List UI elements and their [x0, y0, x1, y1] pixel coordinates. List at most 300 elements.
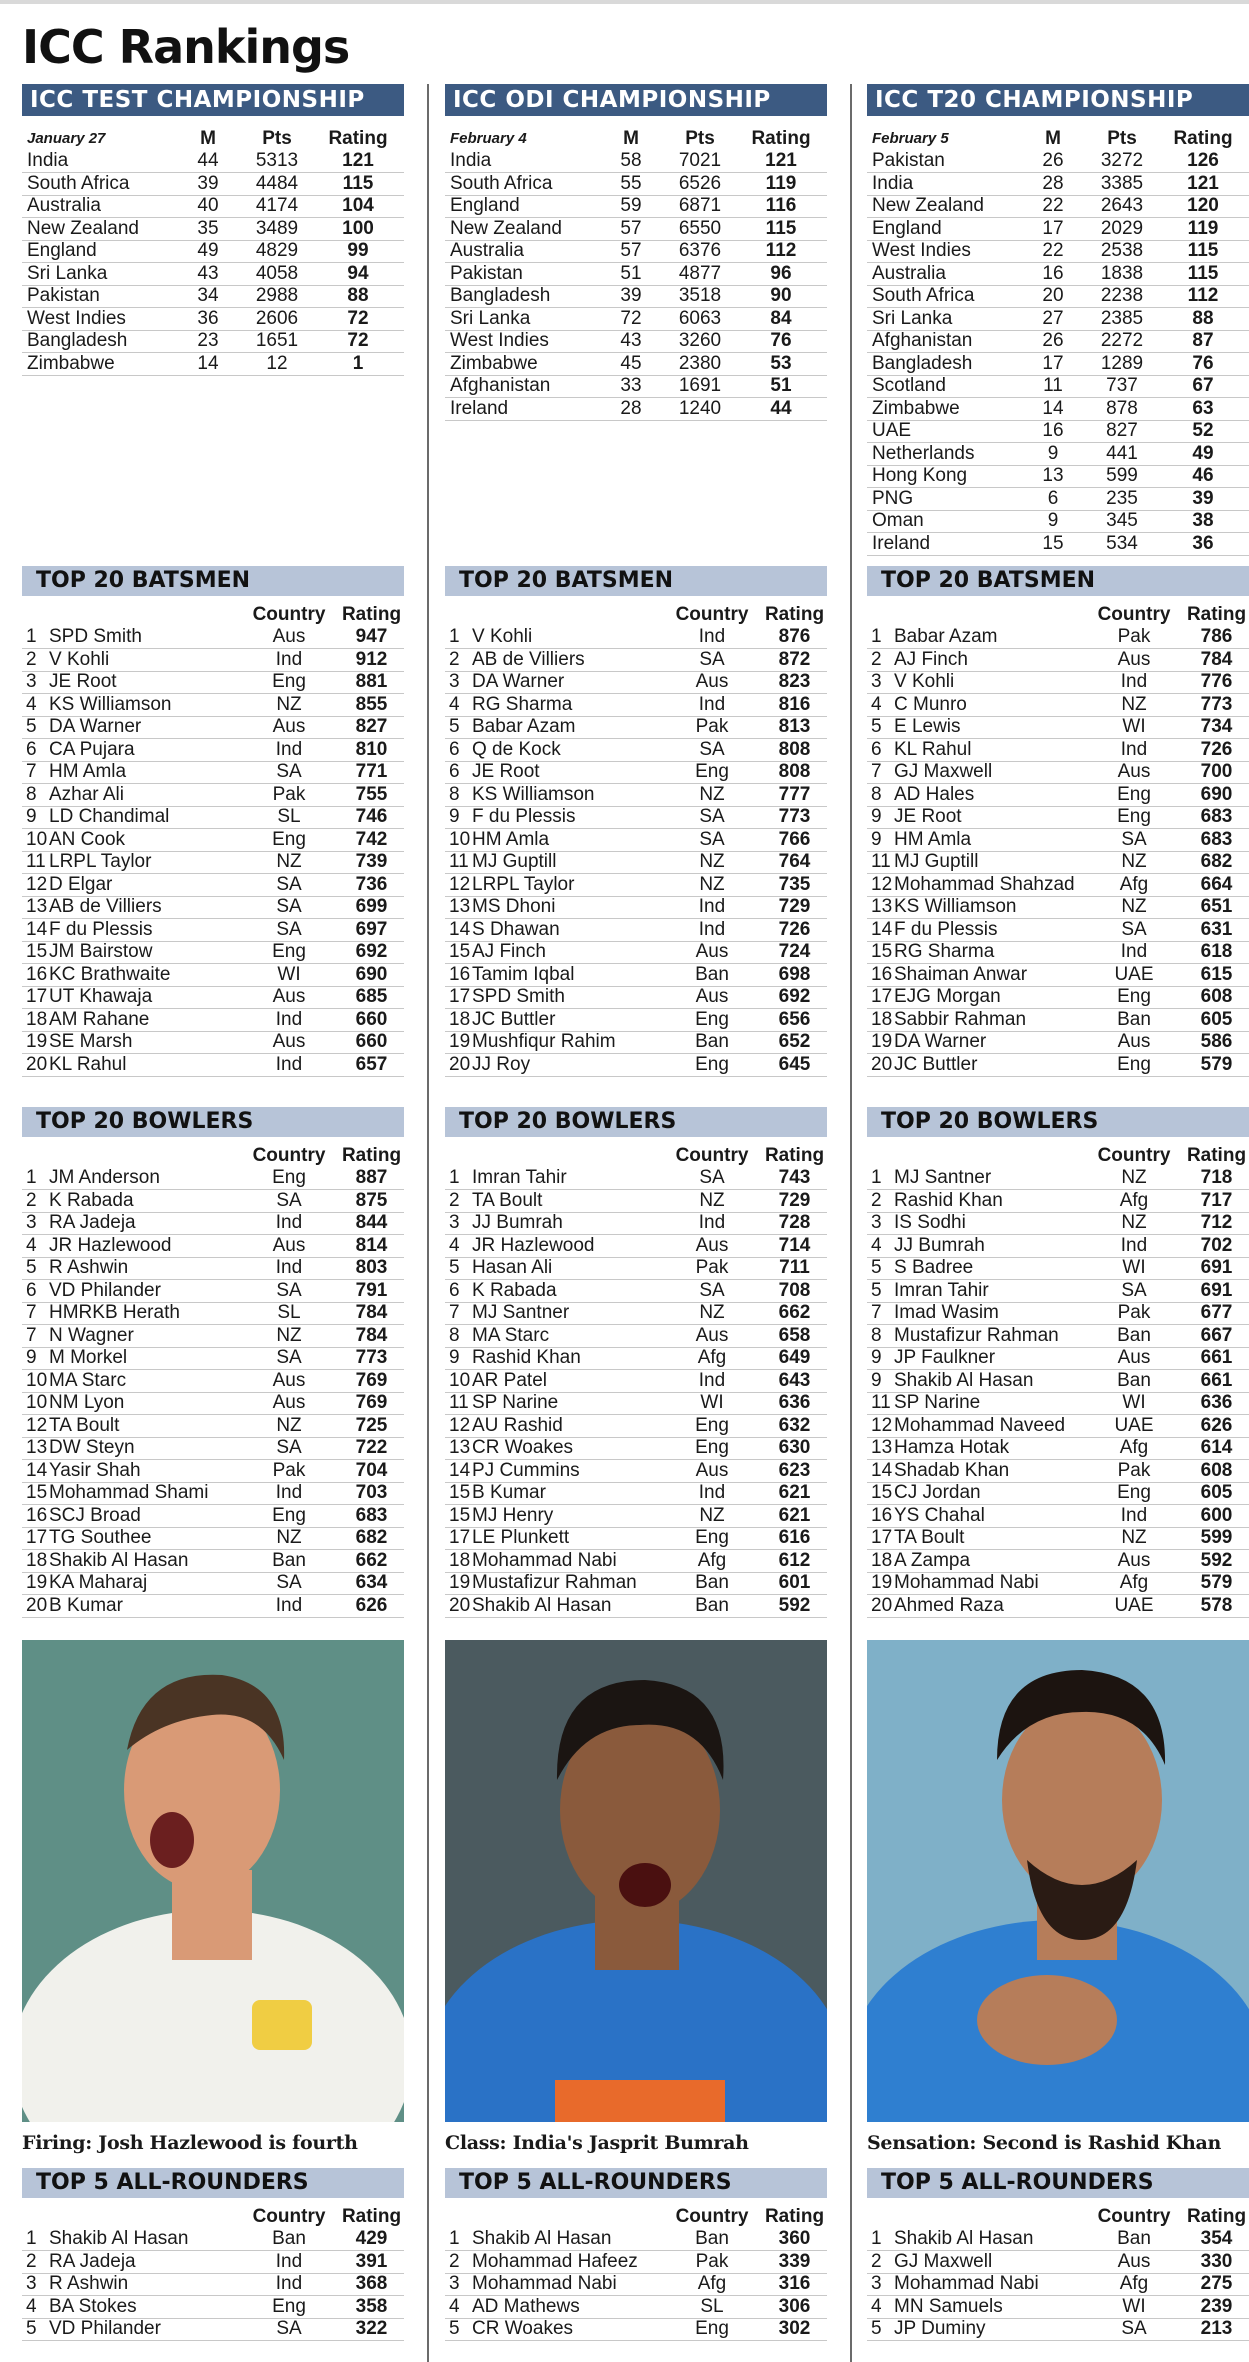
ranking-date: February 5: [872, 130, 949, 148]
player-country: Ind: [1120, 738, 1148, 760]
player-name: Shakib Al Hasan: [49, 2228, 189, 2250]
team-matches: 57: [620, 217, 642, 239]
player-row: [22, 694, 404, 717]
team-name: Ireland: [872, 532, 931, 554]
player-rating: 636: [778, 1392, 811, 1414]
player-name: Hasan Ali: [472, 1257, 553, 1279]
player-table-header: [22, 2206, 404, 2229]
col-header-rating: Rating: [328, 128, 388, 150]
player-rank: 20: [449, 1053, 471, 1075]
player-rank: 1: [871, 1167, 882, 1189]
player-rating: 661: [1200, 1347, 1233, 1369]
player-country: Aus: [272, 1392, 306, 1414]
player-row: [867, 739, 1249, 762]
player-rank: 5: [871, 716, 882, 738]
team-matches: 34: [197, 285, 219, 307]
top-batsmen-table: [445, 604, 827, 1077]
player-row: [867, 1280, 1249, 1303]
player-row: [22, 1348, 404, 1371]
player-country: Eng: [272, 1167, 306, 1189]
player-name: VD Philander: [49, 2318, 161, 2340]
player-row: [867, 627, 1249, 650]
player-rank: 1: [26, 1167, 37, 1189]
player-rank: 9: [871, 828, 882, 850]
player-name: Mohammad Nabi: [472, 2273, 617, 2295]
player-rating: 844: [355, 1212, 388, 1234]
team-rating: 51: [770, 375, 792, 397]
team-matches: 72: [620, 307, 642, 329]
team-matches: 51: [620, 262, 642, 284]
top-allrounders-header: TOP 5 ALL-ROUNDERS: [22, 2168, 404, 2198]
col-header-country: Country: [1097, 2206, 1171, 2228]
team-points: 2029: [1100, 217, 1144, 239]
team-points: 878: [1106, 397, 1138, 419]
player-name: DW Steyn: [49, 1437, 135, 1459]
player-country: Afg: [1119, 2273, 1149, 2295]
player-rating: 766: [778, 828, 811, 850]
photo-caption: Sensation: Second is Rashid Khan: [867, 2132, 1222, 2154]
player-rank: 8: [871, 783, 882, 805]
player-photo-0: [22, 1640, 404, 2122]
player-row: [445, 1483, 827, 1506]
player-name: JM Bairstow: [49, 941, 153, 963]
col-header-country: Country: [675, 604, 749, 626]
player-row: [867, 964, 1249, 987]
player-name: JP Faulkner: [894, 1347, 996, 1369]
player-name: Mustafizur Rahman: [894, 1324, 1059, 1346]
player-table-header: [867, 2206, 1249, 2229]
player-row: [445, 987, 827, 1010]
team-points: 5313: [255, 150, 299, 172]
player-row: [445, 1303, 827, 1326]
player-rating: 708: [778, 1279, 811, 1301]
top-batsmen-table: [867, 604, 1249, 1077]
player-country: NZ: [1121, 1167, 1147, 1189]
team-points: 2385: [1100, 307, 1144, 329]
player-country: Ind: [275, 648, 303, 670]
team-rating: 67: [1192, 375, 1214, 397]
player-name: KL Rahul: [894, 738, 972, 760]
team-name: Zimbabwe: [450, 352, 538, 374]
player-name: JE Root: [472, 761, 540, 783]
player-rating: 726: [778, 918, 811, 940]
player-rank: 5: [871, 1279, 882, 1301]
player-row: [867, 2274, 1249, 2297]
player-rating: 626: [355, 1594, 388, 1616]
team-name: Pakistan: [450, 262, 523, 284]
team-matches: 6: [1047, 487, 1059, 509]
player-name: JJ Roy: [472, 1053, 531, 1075]
player-row: [445, 649, 827, 672]
player-rating: 630: [778, 1437, 811, 1459]
team-matches: 27: [1042, 307, 1064, 329]
player-row: [22, 2274, 404, 2297]
player-name: EJG Morgan: [894, 986, 1001, 1008]
player-rating: 692: [778, 986, 811, 1008]
player-rating: 742: [355, 828, 388, 850]
top-allrounders-header: TOP 5 ALL-ROUNDERS: [445, 2168, 827, 2198]
player-name: TG Southee: [49, 1527, 152, 1549]
team-matches: 39: [620, 285, 642, 307]
team-matches: 39: [197, 172, 219, 194]
team-row: [22, 218, 404, 241]
player-row: [22, 874, 404, 897]
player-row: [22, 1054, 404, 1077]
team-points: 3385: [1100, 172, 1144, 194]
team-row: [867, 511, 1249, 534]
player-name: V Kohli: [894, 671, 955, 693]
team-points: 2606: [255, 307, 299, 329]
player-country: Eng: [695, 1053, 729, 1075]
team-points: 2988: [255, 285, 299, 307]
player-country: Eng: [1117, 806, 1151, 828]
player-country: SA: [276, 761, 302, 783]
player-name: Imran Tahir: [472, 1167, 567, 1189]
player-country: NZ: [276, 1324, 302, 1346]
player-country: Ind: [698, 896, 726, 918]
player-rank: 16: [26, 1504, 48, 1526]
player-rating: 823: [778, 671, 811, 693]
player-row: [867, 1348, 1249, 1371]
player-row: [867, 1258, 1249, 1281]
player-rating: 776: [1200, 671, 1233, 693]
player-name: LE Plunkett: [472, 1527, 570, 1549]
player-rating: 605: [1200, 1008, 1233, 1030]
player-rating: 718: [1200, 1167, 1233, 1189]
player-rank: 17: [26, 986, 48, 1008]
player-row: [867, 987, 1249, 1010]
player-row: [22, 987, 404, 1010]
team-row: [867, 218, 1249, 241]
player-country: Aus: [272, 1234, 306, 1256]
player-name: PJ Cummins: [472, 1459, 580, 1481]
team-name: India: [872, 172, 914, 194]
player-country: NZ: [699, 873, 725, 895]
team-name: Zimbabwe: [27, 352, 115, 374]
player-rank: 20: [871, 1053, 893, 1075]
player-rating: 616: [778, 1527, 811, 1549]
team-matches: 16: [1042, 262, 1064, 284]
player-row: [445, 1009, 827, 1032]
player-rating: 881: [355, 671, 388, 693]
player-country: Eng: [695, 1008, 729, 1030]
player-country: Eng: [272, 828, 306, 850]
player-rating: 875: [355, 1189, 388, 1211]
team-rating: 112: [765, 240, 797, 262]
player-name: R Ashwin: [49, 1257, 129, 1279]
player-rating: 636: [1200, 1392, 1233, 1414]
player-name: MJ Guptill: [472, 851, 557, 873]
player-rank: 15: [449, 1482, 471, 1504]
player-rank: 19: [26, 1572, 48, 1594]
team-name: Hong Kong: [872, 465, 968, 487]
team-row: [867, 151, 1249, 174]
player-row: [867, 1550, 1249, 1573]
player-rank: 1: [449, 1167, 460, 1189]
player-rank: 7: [871, 761, 882, 783]
player-country: Eng: [1117, 1482, 1151, 1504]
player-rank: 3: [871, 2273, 882, 2295]
player-country: Eng: [272, 941, 306, 963]
player-rating: 912: [355, 648, 388, 670]
player-name: K Rabada: [472, 1279, 557, 1301]
player-country: WI: [1122, 1392, 1146, 1414]
player-row: [867, 1325, 1249, 1348]
player-name: Hamza Hotak: [894, 1437, 1010, 1459]
player-country: Ind: [275, 1594, 303, 1616]
player-name: S Badree: [894, 1257, 974, 1279]
player-rank: 11: [871, 1392, 891, 1414]
column-2: [867, 84, 1249, 2362]
player-row: [445, 1573, 827, 1596]
top-allrounders-table: [445, 2206, 827, 2341]
player-rating: 746: [355, 806, 388, 828]
player-row: [22, 829, 404, 852]
team-row: [867, 421, 1249, 444]
player-rank: 18: [871, 1008, 893, 1030]
player-country: NZ: [276, 1414, 302, 1436]
player-name: Mohammad Shahzad: [894, 873, 1075, 895]
player-rating: 734: [1200, 716, 1233, 738]
player-name: E Lewis: [894, 716, 961, 738]
player-country: UAE: [1114, 1414, 1154, 1436]
team-matches: 40: [197, 195, 219, 217]
player-country: Ban: [695, 1031, 729, 1053]
player-rank: 17: [26, 1527, 48, 1549]
player-rank: 13: [449, 1437, 471, 1459]
top-batsmen-header: TOP 20 BATSMEN: [22, 566, 404, 596]
player-country: SA: [276, 1572, 302, 1594]
player-name: AN Cook: [49, 828, 126, 850]
player-country: Afg: [697, 2273, 727, 2295]
championship-header: ICC T20 CHAMPIONSHIP: [867, 84, 1249, 116]
top-allrounders-header: TOP 5 ALL-ROUNDERS: [867, 2168, 1249, 2198]
championship-header: ICC TEST CHAMPIONSHIP: [22, 84, 404, 116]
player-name: AM Rahane: [49, 1008, 150, 1030]
player-country: NZ: [699, 1302, 725, 1324]
team-name: Sri Lanka: [450, 307, 531, 329]
player-rank: 10: [26, 828, 48, 850]
team-rating: 115: [1187, 240, 1219, 262]
team-matches: 14: [197, 352, 219, 374]
player-rank: 9: [449, 806, 460, 828]
player-row: [867, 694, 1249, 717]
player-rating: 700: [1200, 761, 1233, 783]
player-row: [445, 942, 827, 965]
player-rank: 4: [871, 1234, 882, 1256]
player-row: [445, 762, 827, 785]
player-row: [867, 2319, 1249, 2342]
player-row: [445, 1348, 827, 1371]
player-country: Afg: [1119, 873, 1149, 895]
player-country: SA: [276, 1189, 302, 1211]
player-name: V Kohli: [49, 648, 110, 670]
player-rating: 626: [1200, 1414, 1233, 1436]
player-name: Q de Kock: [472, 738, 561, 760]
player-country: SA: [276, 918, 302, 940]
player-rating: 645: [778, 1053, 811, 1075]
player-row: [22, 1370, 404, 1393]
player-country: Aus: [695, 986, 729, 1008]
team-matches: 49: [197, 240, 219, 262]
player-name: Shadab Khan: [894, 1459, 1010, 1481]
player-rank: 9: [871, 1347, 882, 1369]
top-batsmen-table: [22, 604, 404, 1077]
player-country: Ban: [1117, 1008, 1151, 1030]
team-points: 1651: [255, 330, 299, 352]
player-rating: 808: [778, 738, 811, 760]
player-rank: 3: [449, 671, 460, 693]
player-name: KS Williamson: [894, 896, 1017, 918]
player-row: [867, 852, 1249, 875]
player-rank: 2: [26, 648, 37, 670]
player-rating: 339: [778, 2250, 811, 2272]
col-header-country: Country: [1097, 1145, 1171, 1167]
player-country: SA: [276, 1279, 302, 1301]
player-rank: 15: [871, 1482, 893, 1504]
team-rating: 76: [1192, 352, 1214, 374]
team-row: [445, 353, 827, 376]
player-rank: 1: [449, 2228, 460, 2250]
team-matches: 28: [1042, 172, 1064, 194]
player-rating: 816: [778, 693, 811, 715]
player-row: [445, 1325, 827, 1348]
player-row: [22, 942, 404, 965]
team-name: Scotland: [872, 375, 946, 397]
player-rank: 4: [26, 693, 37, 715]
team-rating: 94: [347, 262, 369, 284]
team-points: 3489: [255, 217, 299, 239]
player-name: CJ Jordan: [894, 1482, 981, 1504]
player-name: Shakib Al Hasan: [472, 2228, 612, 2250]
col-header-country: Country: [252, 604, 326, 626]
player-country: NZ: [276, 1527, 302, 1549]
top-batsmen-header: TOP 20 BATSMEN: [445, 566, 827, 596]
player-name: HM Amla: [472, 828, 550, 850]
player-rank: 11: [449, 1392, 469, 1414]
player-country: Ban: [272, 2228, 306, 2250]
team-rating: 119: [765, 172, 797, 194]
player-rank: 14: [871, 918, 893, 940]
team-matches: 43: [197, 262, 219, 284]
player-rating: 769: [355, 1369, 388, 1391]
team-matches: 26: [1042, 150, 1064, 172]
team-name: Bangladesh: [27, 330, 128, 352]
team-matches: 9: [1047, 510, 1059, 532]
player-name: JR Hazlewood: [49, 1234, 172, 1256]
player-rating: 704: [355, 1459, 388, 1481]
player-row: [867, 1393, 1249, 1416]
player-row: [22, 1325, 404, 1348]
player-row: [445, 1370, 827, 1393]
player-country: Ban: [1117, 2228, 1151, 2250]
player-rank: 3: [871, 1212, 882, 1234]
player-rating: 784: [355, 1302, 388, 1324]
team-row: [867, 443, 1249, 466]
col-header-country: Country: [675, 2206, 749, 2228]
player-name: SE Marsh: [49, 1031, 133, 1053]
player-rank: 20: [449, 1594, 471, 1616]
player-rating: 725: [355, 1414, 388, 1436]
player-rating: 599: [1200, 1527, 1233, 1549]
player-name: UT Khawaja: [49, 986, 153, 1008]
player-photo-frame: [22, 1640, 404, 2122]
player-country: Pak: [1117, 626, 1151, 648]
top-allrounders-table: [22, 2206, 404, 2341]
player-name: AD Mathews: [472, 2295, 580, 2317]
player-country: Pak: [695, 2250, 729, 2272]
player-rank: 4: [871, 2295, 882, 2317]
player-name: CR Woakes: [472, 1437, 574, 1459]
team-name: Ireland: [450, 397, 509, 419]
player-row: [445, 1438, 827, 1461]
team-matches: 43: [620, 330, 642, 352]
player-rating: 683: [1200, 828, 1233, 850]
player-rating: 755: [355, 783, 388, 805]
team-name: Sri Lanka: [872, 307, 953, 329]
col-header-rating: Rating: [764, 604, 825, 626]
player-row: [22, 1460, 404, 1483]
player-country: NZ: [1121, 693, 1147, 715]
player-country: SA: [276, 1437, 302, 1459]
player-rating: 683: [355, 1504, 388, 1526]
player-rank: 6: [26, 738, 37, 760]
player-rating: 608: [1200, 1459, 1233, 1481]
top-rule: [0, 0, 1249, 4]
player-row: [22, 1438, 404, 1461]
player-rating: 803: [355, 1257, 388, 1279]
team-name: Bangladesh: [450, 285, 551, 307]
player-row: [867, 2296, 1249, 2319]
player-rating: 579: [1200, 1053, 1233, 1075]
player-row: [867, 1573, 1249, 1596]
player-name: B Kumar: [49, 1594, 123, 1616]
player-rating: 429: [355, 2228, 388, 2250]
player-rating: 600: [1200, 1504, 1233, 1526]
player-country: Pak: [1117, 1302, 1151, 1324]
player-country: Aus: [272, 626, 306, 648]
player-rank: 5: [26, 716, 37, 738]
player-rank: 12: [449, 1414, 471, 1436]
player-name: F du Plessis: [472, 806, 576, 828]
team-rating: 88: [1192, 307, 1214, 329]
player-name: KS Williamson: [472, 783, 595, 805]
player-name: Shaiman Anwar: [894, 963, 1028, 985]
player-name: F du Plessis: [49, 918, 153, 940]
player-country: Eng: [695, 2318, 729, 2340]
player-name: GJ Maxwell: [894, 2250, 993, 2272]
player-rank: 2: [449, 1189, 460, 1211]
player-rank: 9: [26, 806, 37, 828]
team-rating: 72: [347, 307, 369, 329]
player-country: SA: [699, 648, 725, 670]
player-row: [22, 1415, 404, 1438]
player-country: Afg: [1119, 1437, 1149, 1459]
player-rank: 18: [871, 1549, 893, 1571]
team-rankings-table: [867, 128, 1249, 556]
player-rank: 10: [449, 1369, 471, 1391]
player-row: [22, 627, 404, 650]
player-rating: 814: [355, 1234, 388, 1256]
team-points: 1240: [678, 397, 722, 419]
player-name: KS Williamson: [49, 693, 172, 715]
team-row: [445, 151, 827, 174]
player-row: [22, 1258, 404, 1281]
player-rating: 358: [355, 2295, 388, 2317]
player-rank: 6: [871, 738, 882, 760]
team-matches: 23: [197, 330, 219, 352]
team-name: Netherlands: [872, 442, 975, 464]
